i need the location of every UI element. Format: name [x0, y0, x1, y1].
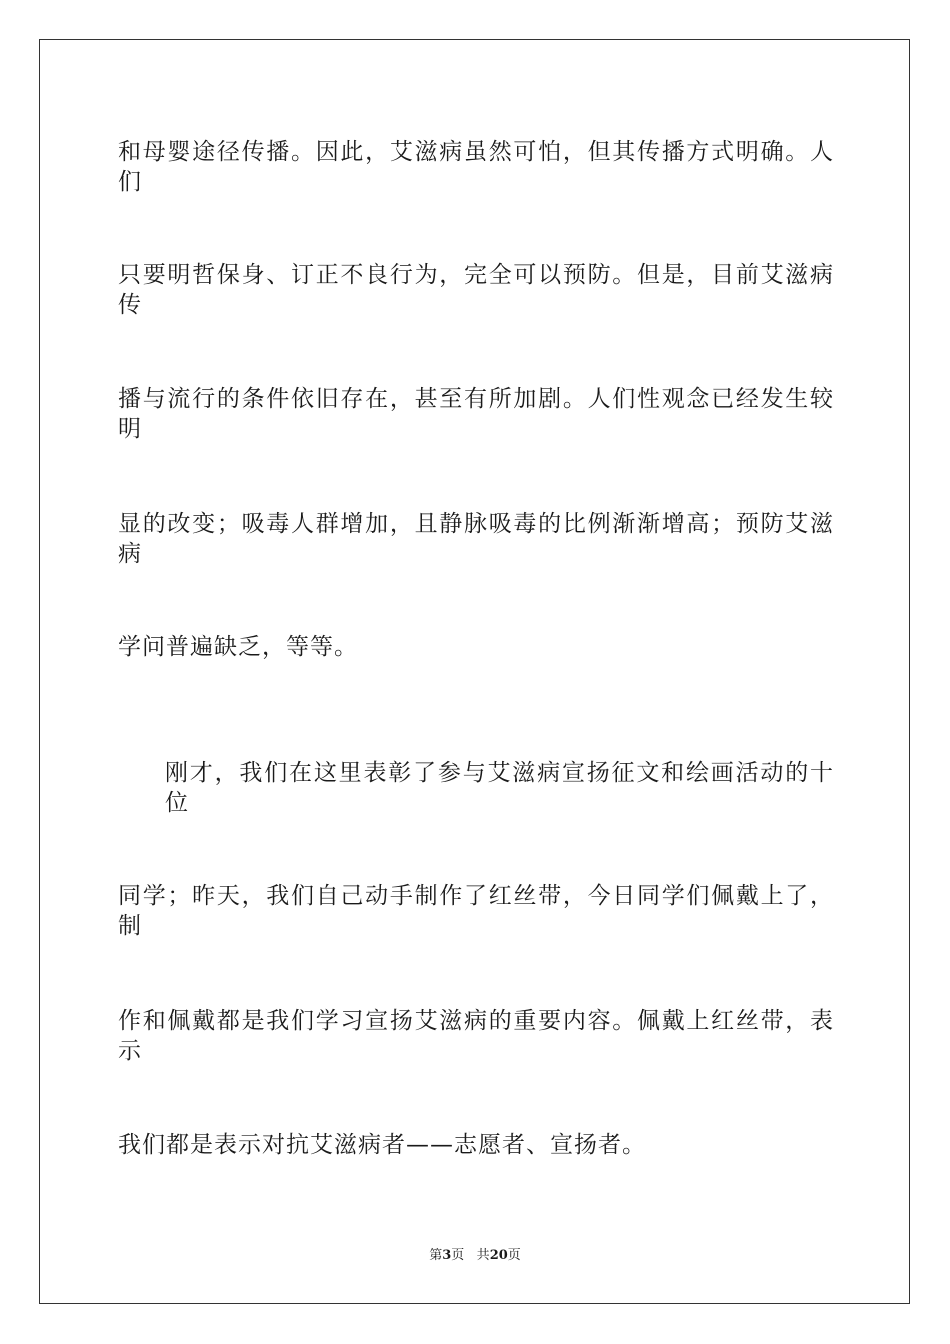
footer-total-pages: 20: [489, 1248, 508, 1263]
body-text-line: 播与流行的条件依旧存在，甚至有所加剧。人们性观念已经发生较明: [118, 386, 834, 442]
footer-page-suffix: 页: [451, 1248, 465, 1263]
body-text-line: 学问普遍缺乏，等等。: [118, 634, 358, 660]
body-text-line: 作和佩戴都是我们学习宣扬艾滋病的重要内容。佩戴上红丝带，表示: [118, 1008, 834, 1064]
page-border: [39, 39, 910, 1304]
footer-page-number: 3: [442, 1248, 452, 1263]
body-text-line: 同学；昨天，我们自己动手制作了红丝带，今日同学们佩戴上了，制: [118, 883, 834, 939]
body-text-line: 只要明哲保身、订正不良行为，完全可以预防。但是，目前艾滋病传: [118, 262, 834, 318]
footer-total-suffix: 页: [507, 1248, 521, 1263]
page-footer: [0, 1247, 950, 1265]
footer-total-prefix: 共: [476, 1248, 490, 1263]
body-text-line: 显的改变；吸毒人群增加，且静脉吸毒的比例渐渐增高；预防艾滋病: [118, 511, 834, 567]
body-text-line: 和母婴途径传播。因此，艾滋病虽然可怕，但其传播方式明确。人们: [118, 139, 834, 195]
footer-page-prefix: 第: [429, 1248, 443, 1263]
paragraph-first-line: 刚才，我们在这里表彰了参与艾滋病宣扬征文和绘画活动的十位: [165, 760, 834, 816]
body-text-line: 我们都是表示对抗艾滋病者——志愿者、宣扬者。: [118, 1132, 646, 1158]
